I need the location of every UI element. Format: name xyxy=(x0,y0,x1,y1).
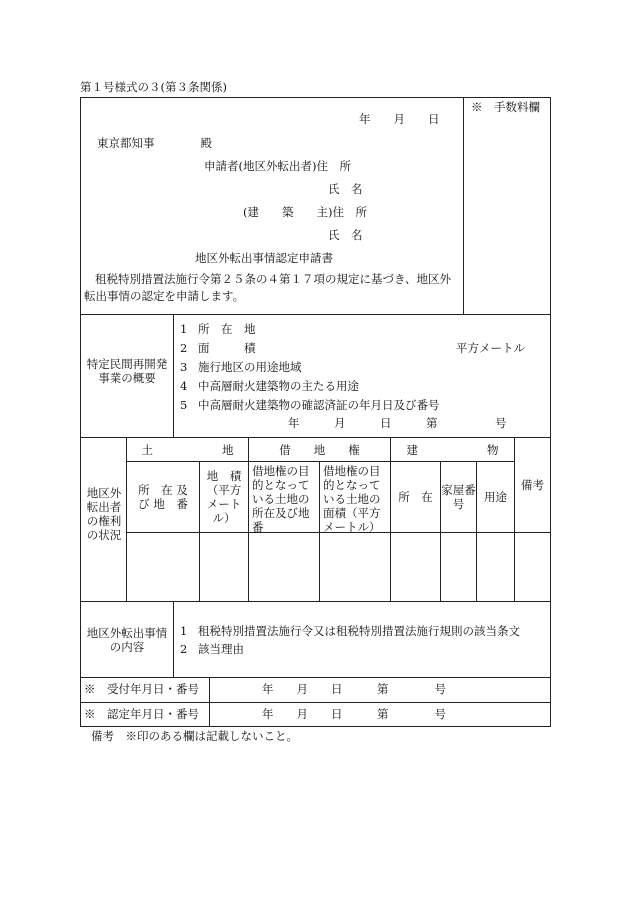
overview-item-1: 所 在 地 xyxy=(198,322,256,336)
receipt-label: ※ 受付年月日・番号 xyxy=(84,682,199,696)
overview-item-3: 施行地区の用途地域 xyxy=(198,360,302,374)
addressee: 東京都知事 殿 xyxy=(97,136,212,150)
overview-item-num-2: 2 xyxy=(180,341,188,355)
certification-value: 年 月 日 第 号 xyxy=(262,707,446,721)
circumstance-item-2: 該当理由 xyxy=(198,642,244,656)
land-location-lot-header: 所 在 及 び 地 番 xyxy=(138,483,200,511)
circumstances-label: 地区外転出事情の内容 xyxy=(86,626,168,654)
overview-item-num-5: 5 xyxy=(180,398,188,412)
form-number: 第１号様式の３(第３条関係) xyxy=(80,80,227,94)
building-group-header: 建 物 xyxy=(406,442,499,457)
overview-item-num-4: 4 xyxy=(180,379,188,393)
building-location-header: 所 在 xyxy=(398,490,433,504)
overview-item-2: 面 積 xyxy=(198,341,256,355)
builder-address-label: (建 築 主)住 所 xyxy=(243,205,367,219)
project-overview-label: 特定民間再開発事業の概要 xyxy=(86,357,168,385)
applicant-address-label: 申請者(地区外転出者)住 所 xyxy=(204,159,351,173)
overview-item-num-3: 3 xyxy=(180,360,188,374)
circumstance-item-1: 租税特別措置法施行令又は租税特別措置法施行規則の該当条文 xyxy=(198,624,520,638)
land-group-header: 土 地 xyxy=(141,442,234,457)
fee-column-label: ※ 手数料欄 xyxy=(471,100,540,114)
use-header: 用途 xyxy=(484,490,507,504)
rights-label: 地区外転出者の権利の状況 xyxy=(86,486,122,542)
area-unit: 平方メートル xyxy=(456,341,525,355)
application-statement: 租税特別措置法施行令第２５条の４第１７項の規定に基づき、地区外転出事情の認定を申請します。 xyxy=(84,272,452,303)
leasehold-group-header: 借 地 権 xyxy=(279,442,360,457)
remarks-header: 備考 xyxy=(521,478,544,492)
land-area-header: 地 積（平方メートル） xyxy=(206,469,242,525)
circumstance-item-num-1: 1 xyxy=(180,624,188,638)
house-number-header: 家屋番号 xyxy=(441,483,476,511)
builder-name-label: 氏 名 xyxy=(328,228,363,242)
receipt-value: 年 月 日 第 号 xyxy=(262,682,446,696)
overview-item-num-1: 1 xyxy=(180,322,188,336)
overview-item-5: 中高層耐火建築物の確認済証の年月日及び番号 xyxy=(198,398,440,412)
application-date: 年 月 日 xyxy=(359,112,440,126)
leasehold-area-header: 借地権の目的となっている土地の面積（平方メートル） xyxy=(323,464,381,534)
applicant-name-label: 氏 名 xyxy=(328,182,363,196)
overview-item-4: 中高層耐火建築物の主たる用途 xyxy=(198,379,359,393)
application-title: 地区外転出事情認定申請書 xyxy=(195,251,333,265)
circumstance-item-num-2: 2 xyxy=(180,642,188,656)
footer-note: 備考 ※印のある欄は記載しないこと。 xyxy=(91,729,298,743)
certification-label: ※ 認定年月日・番号 xyxy=(84,707,199,721)
confirmation-date-number: 年 月 日 第 号 xyxy=(288,416,507,430)
leasehold-location-header: 借地権の目的となっている土地の所在及び地番 xyxy=(252,464,310,534)
